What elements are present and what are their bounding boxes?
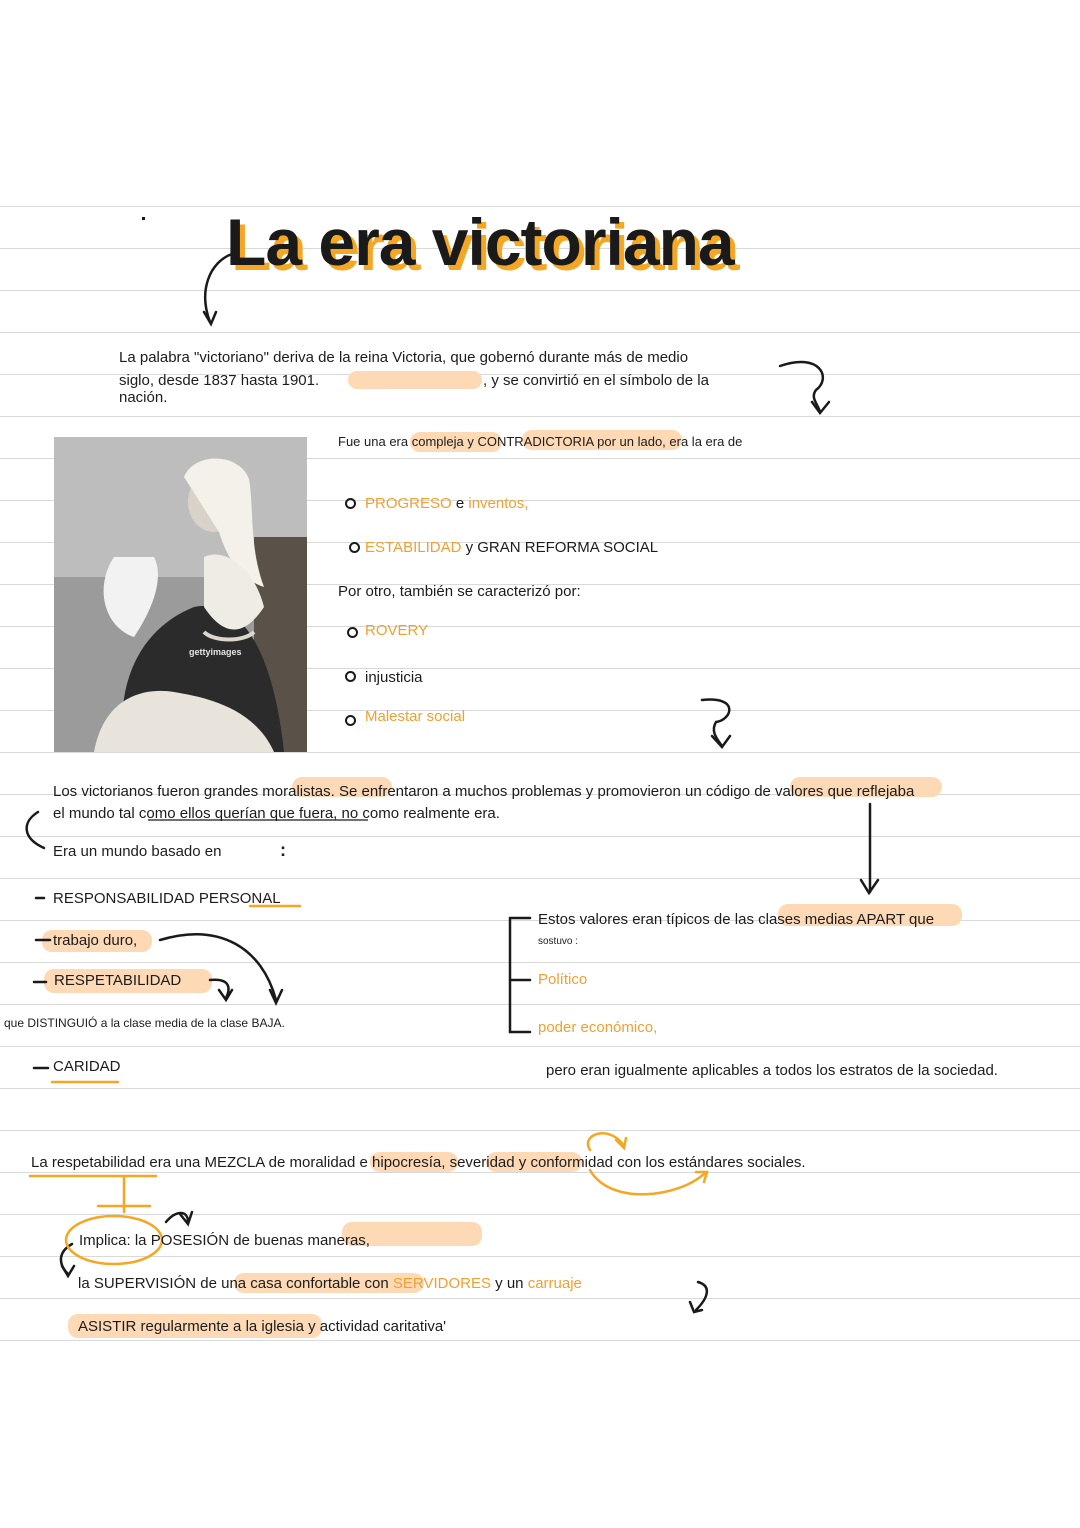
- ruled-line: [0, 1088, 1080, 1089]
- value-respetabilidad: RESPETABILIDAD: [54, 972, 182, 989]
- classes-line: Estos valores eran típicos de las clases medias APART que: [538, 911, 935, 928]
- era-e: e: [455, 495, 465, 512]
- intro-line-2a: siglo, desde 1837 hasta 1901.: [119, 372, 320, 389]
- classes-applicable: pero eran igualmente aplicables a todos los estratos de la sociedad.: [546, 1062, 998, 1079]
- bullet-icon: [345, 498, 356, 509]
- classes-sostuvo: sostuvo :: [538, 936, 579, 947]
- queen-victoria-photo: [54, 437, 307, 752]
- era-estabilidad: ESTABILIDAD: [365, 539, 462, 556]
- ruled-line: [0, 1004, 1080, 1005]
- dot-mark: [142, 217, 145, 220]
- era-reforma: y GRAN REFORMA SOCIAL: [465, 539, 659, 556]
- era-injusticia: injusticia: [365, 669, 423, 686]
- era-malestar: Malestar social: [365, 708, 466, 725]
- ruled-line: [0, 1340, 1080, 1341]
- classes-poder: poder económico,: [538, 1019, 658, 1036]
- ruled-line: [0, 752, 1080, 753]
- colon-mark: :: [280, 840, 286, 860]
- intro-line-2b: , y se convirtió en el símbolo de la: [483, 372, 709, 389]
- ruled-line: [0, 1172, 1080, 1173]
- ruled-line: [0, 1298, 1080, 1299]
- value-responsabilidad: RESPONSABILIDAD PERSONAL: [53, 890, 281, 907]
- highlight-blank: [348, 371, 482, 389]
- ruled-line: [0, 962, 1080, 963]
- respect-servidores: SERVIDORES: [392, 1275, 491, 1292]
- value-distinguished: que DISTINGUIÓ a la clase media de la clase BAJA.: [4, 1016, 285, 1030]
- portrait-illustration: [54, 437, 307, 752]
- era-intro: Fue una era compleja y CONTRADICTORIA por un lado, era la era de: [338, 434, 743, 449]
- respect-implica: Implica: la POSESIÓN de buenas maneras,: [79, 1232, 370, 1249]
- era-rovery: ROVERY: [365, 622, 429, 639]
- ruled-line: [0, 290, 1080, 291]
- ruled-line: [0, 1256, 1080, 1257]
- bullet-icon: [349, 542, 360, 553]
- intro-line-3: nación.: [119, 389, 168, 406]
- respect-line: La respetabilidad era una MEZCLA de moralidad e hipocresía, severidad y conformidad con los estándares sociales.: [31, 1154, 806, 1171]
- moral-line-2: el mundo tal como ellos querían que fuera, no como realmente era.: [53, 805, 500, 822]
- respect-asistir: ASISTIR regularmente a la iglesia y actividad caritativa': [78, 1318, 447, 1335]
- intro-line-1: La palabra "victoriano" deriva de la reina Victoria, que gobernó durante más de medio: [119, 349, 689, 366]
- respect-y-un: y un: [491, 1275, 528, 1292]
- bullet-icon: [347, 627, 358, 638]
- photo-watermark: gettyimages: [189, 647, 242, 657]
- ruled-line: [0, 1046, 1080, 1047]
- ruled-line: [0, 1214, 1080, 1215]
- ruled-line: [0, 1130, 1080, 1131]
- ruled-line: [0, 416, 1080, 417]
- page-title: La era victoriana: [226, 205, 734, 279]
- era-inventos: inventos,: [468, 495, 529, 512]
- classes-politico: Político: [538, 971, 588, 988]
- value-trabajo: trabajo duro,: [53, 932, 138, 949]
- era-other: Por otro, también se caracterizó por:: [338, 583, 581, 600]
- era-progreso: PROGRESO: [365, 495, 452, 512]
- respect-supervision: la SUPERVISIÓN de una casa confortable con: [78, 1275, 393, 1292]
- bullet-icon: [345, 671, 356, 682]
- respect-carruaje: carruaje: [527, 1275, 582, 1292]
- ruled-line: [0, 878, 1080, 879]
- bullet-icon: [345, 715, 356, 726]
- moral-based: Era un mundo basado en: [53, 843, 222, 860]
- ruled-line: [0, 332, 1080, 333]
- moral-line-1: Los victorianos fueron grandes moralistas. Se enfrentaron a muchos problemas y promovieron un código de valores que reflejaba: [53, 783, 915, 800]
- ruled-line: [0, 836, 1080, 837]
- value-caridad: CARIDAD: [53, 1058, 121, 1075]
